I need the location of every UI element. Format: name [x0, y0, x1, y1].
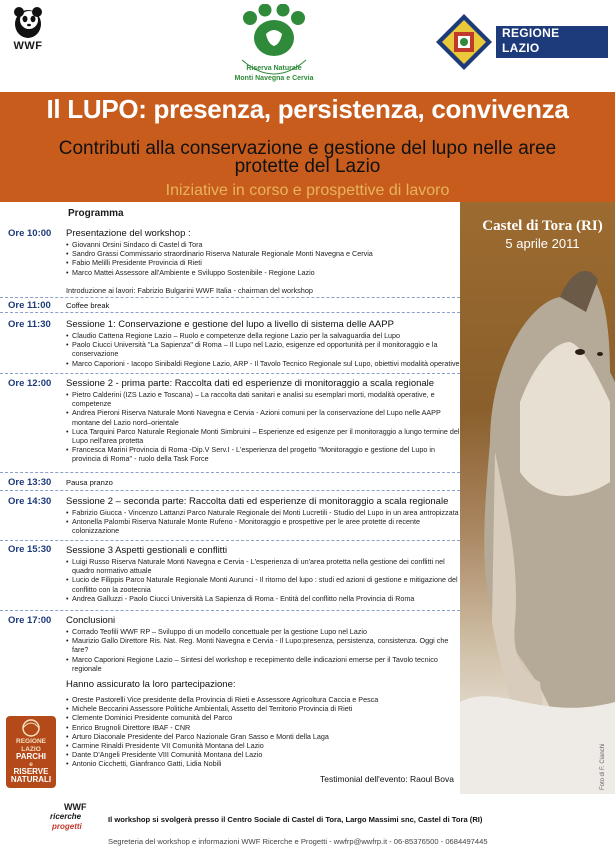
- list-item: • Clemente Dominici Presidente comunità del Parco: [66, 713, 461, 722]
- wwf-rp-line1: WWF: [64, 802, 87, 812]
- session-time: Ore 15:30: [8, 544, 52, 555]
- parchi-riserve-logo: [6, 716, 56, 788]
- session-title: Sessione 1: Conservazione e gestione del lupo a livello di sistema delle AAPP: [66, 319, 394, 330]
- list-item: • Andrea Pieroni Riserva Naturale Monti Navegna e Cervia - Azioni comuni per la conservazione del Lupo nelle AAPP montane del Lazio nord–orientale: [66, 408, 461, 426]
- session-title: Sessione 2 - prima parte: Raccolta dati ed esperienze di monitoraggio a scala regionale: [66, 378, 435, 389]
- svg-text:Monti Navegna e Cervia: Monti Navegna e Cervia: [234, 75, 314, 82]
- list-item: • Francesca Marini Provincia di Roma -Dip.V Serv.I - L'esperienza del progetto "Monitoraggio e gestione del Lupo in provincia di Roma" - ruolo della Task Force: [66, 445, 461, 463]
- footer-venue: Il workshop si svolgerà presso il Centro Sociale di Castel di Tora, Largo Massimi snc, Castel di Tora (RI): [108, 815, 483, 824]
- session-items: [66, 331, 461, 368]
- header: [0, 0, 615, 92]
- panda-icon: [6, 4, 50, 40]
- divider: [0, 373, 460, 374]
- list-item: • Pietro Calderini (IZS Lazio e Toscana) – La raccolta dati sanitari e analisi su esemplari morti, modalità operative, e competenze: [66, 390, 461, 408]
- session-title: Presentazione del workshop :: [66, 228, 191, 239]
- divider: [0, 312, 460, 313]
- list-item: • Fabio Melilli Presidente Provincia di Rieti: [66, 258, 461, 267]
- event-location: Castel di Tora (RI): [482, 218, 603, 234]
- session-time: Ore 17:00: [8, 615, 52, 626]
- lazio-name-text: [502, 26, 559, 56]
- list-item: • Antonella Palombi Riserva Naturale Monte Rufeno - Monitoraggio e prospettive per le aree protette di recente colonizzazione: [66, 517, 461, 535]
- list-item: • Marco Caporioni - Iacopo Sinibaldi Regione Lazio, ARP - Il Tavolo Tecnico Regionale sul Lupo, obiettivi modalità operative: [66, 359, 461, 368]
- list-item: • Luigi Russo Riserva Naturale Monti Navegna e Cervia - L'esperienza di un'area protetta nella gestione dei conflitti nel quadro normativo attuale: [66, 557, 461, 575]
- list-item: • Maurizio Gallo Direttore Ris. Nat. Reg. Monti Navegna e Cervia - Il Lupo:presenza, persistenza, consistenza. Oggi che fare?: [66, 636, 461, 654]
- subtitle: Contributi alla conservazione e gestione del lupo nelle aree protette del Lazio: [58, 138, 557, 177]
- session-note: Introduzione ai lavori: Fabrizio Bulgarini WWF Italia - chairman del workshop: [66, 286, 313, 295]
- wolf-photo: [460, 202, 615, 794]
- photo-credit: Foto di F. Cianchi: [600, 743, 606, 790]
- session-title: Sessione 2 – seconda parte: Raccolta dati ed esperienze di monitoraggio a scala regionale: [66, 496, 449, 507]
- divider: [0, 490, 460, 491]
- riserva-naturale-logo: [228, 4, 320, 88]
- divider: [0, 610, 460, 611]
- session-title: Conclusioni: [66, 615, 116, 626]
- list-item: • Claudio Cattena Regione Lazio – Ruolo e competenze della regione Lazio per la salvaguardia del Lupo: [66, 331, 461, 340]
- participants-list: [66, 695, 461, 769]
- list-item: • Luca Tarquini Parco Naturale Regionale Monti Simbruini – Esperienze ed esigenze per il monitoraggio a lungo termine del Lupo nell'area protetta: [66, 427, 461, 445]
- session-title: Coffee break: [66, 301, 110, 310]
- wwf-panda-logo: [6, 4, 50, 52]
- list-item: • Michele Beccarini Assessore Politiche Ambientali, Assetto del Territorio Provincia di Rieti: [66, 704, 461, 713]
- list-item: • Arturo Diaconale Presidente del Parco Nazionale Gran Sasso e Monti della Laga: [66, 732, 461, 741]
- parks-line4: RISERVE: [13, 767, 49, 776]
- program-label: Programma: [68, 208, 124, 219]
- list-item: • Andrea Galluzzi - Paolo Ciucci Università La Sapienza di Roma - Entità del conflitto nella Provincia di Roma: [66, 594, 461, 603]
- list-item: • Lucio de Filippis Parco Naturale Regionale Monti Aurunci - Il ritorno del lupo : studi ed azioni di gestione e mitigazione del conflitto con la zootecnia: [66, 575, 461, 593]
- list-item: • Paolo Ciucci Università "La Sapienza" di Roma – Il Lupo nel Lazio, esigenze ed opportunità per il monitoraggio e la conservazione: [66, 340, 461, 358]
- parks-logo-text: [6, 738, 56, 783]
- session-items: [66, 508, 461, 536]
- list-item: • Giovanni Orsini Sindaco di Castel di Tora: [66, 240, 461, 249]
- event-date: 5 aprile 2011: [505, 236, 580, 251]
- list-item: • Antonio Cicchetti, Gianfranco Gatti, Lidia Nobili: [66, 759, 461, 768]
- main-title: Il LUPO: presenza, persistenza, convivenza: [46, 94, 569, 124]
- session-items: [66, 557, 461, 603]
- footer-contact: Segreteria del workshop e informazioni WWF Ricerche e Progetti - wwfrp@wwfrp.it - 06-85376500 - 0684497445: [108, 837, 488, 846]
- lazio-crest-icon: [432, 12, 496, 72]
- parks-line3: e: [29, 760, 33, 768]
- wwf-ricerche-progetti-logo: [50, 802, 98, 836]
- regione-lazio-logo: [432, 12, 608, 72]
- footer: [0, 796, 615, 859]
- list-item: • Carmine Rinaldi Presidente VII Comunità Montana del Lazio: [66, 741, 461, 750]
- testimonial: Testimonial dell'evento: Raoul Bova: [320, 774, 454, 784]
- ornament-icon: [6, 716, 56, 738]
- title-band: [0, 92, 615, 202]
- lazio-line2: LAZIO: [502, 41, 540, 55]
- session-items: [66, 390, 461, 464]
- list-item: • Corrado Teofili WWF RP – Sviluppo di un modello concettuale per la gestione Lupo nel Lazio: [66, 627, 461, 636]
- session-time: Ore 11:30: [8, 319, 51, 330]
- wolf-illustration: [460, 202, 615, 794]
- list-item: • Sandro Grassi Commissario straordinario Riserva Naturale Regionale Monti Navegna e Cervia: [66, 249, 461, 258]
- session-time: Ore 10:00: [8, 228, 52, 239]
- list-item: • Enrico Brugnoli Direttore IBAF - CNR: [66, 723, 461, 732]
- parks-line1: REGIONE LAZIO: [16, 738, 46, 753]
- session-title: Pausa pranzo: [66, 478, 113, 487]
- list-item: • Oreste Pastorelli Vice presidente della Provincia di Rieti e Assessore Agricoltura Caccia e Pesca: [66, 695, 461, 704]
- wwf-logo-text: WWF: [13, 40, 43, 52]
- divider: [0, 297, 460, 298]
- session-items: [66, 627, 461, 673]
- session-time: Ore 12:00: [8, 378, 52, 389]
- list-item: • Fabrizio Giucca - Vincenzo Lattanzi Parco Naturale Regionale dei Monti Lucretili - Studio del Lupo in un area antropizzata: [66, 508, 461, 517]
- tagline: Iniziative in corso e prospettive di lavoro: [165, 182, 450, 199]
- session-title: Sessione 3 Aspetti gestionali e conflitti: [66, 545, 228, 556]
- session-time: Ore 11:00: [8, 300, 51, 311]
- wwf-rp-line2: ricerche: [50, 812, 82, 821]
- svg-text:Riserva Naturale: Riserva Naturale: [246, 65, 302, 72]
- parks-line5: NATURALI: [10, 774, 52, 784]
- participation-title: Hanno assicurato la loro partecipazione:: [66, 679, 236, 690]
- divider: [0, 472, 460, 473]
- session-time: Ore 14:30: [8, 496, 52, 507]
- parks-line2: PARCHI: [15, 752, 47, 761]
- divider: [0, 540, 460, 541]
- program-section: [0, 202, 460, 794]
- list-item: • Dante D'Angeli Presidente VIII Comunità Montana del Lazio: [66, 750, 461, 759]
- session-time: Ore 13:30: [8, 477, 52, 488]
- lazio-line1: REGIONE: [502, 26, 560, 40]
- list-item: • Marco Caporioni Regione Lazio – Sintesi del workshop e recepimento delle indicazioni emerse per il Tavolo tecnico regionale: [66, 655, 461, 673]
- session-items: [66, 240, 461, 277]
- wwf-rp-line3: progetti: [52, 822, 82, 831]
- list-item: • Marco Mattei Assessore all'Ambiente e Sviluppo Sostenibile - Regione Lazio: [66, 268, 461, 277]
- paw-print-icon: [228, 4, 320, 88]
